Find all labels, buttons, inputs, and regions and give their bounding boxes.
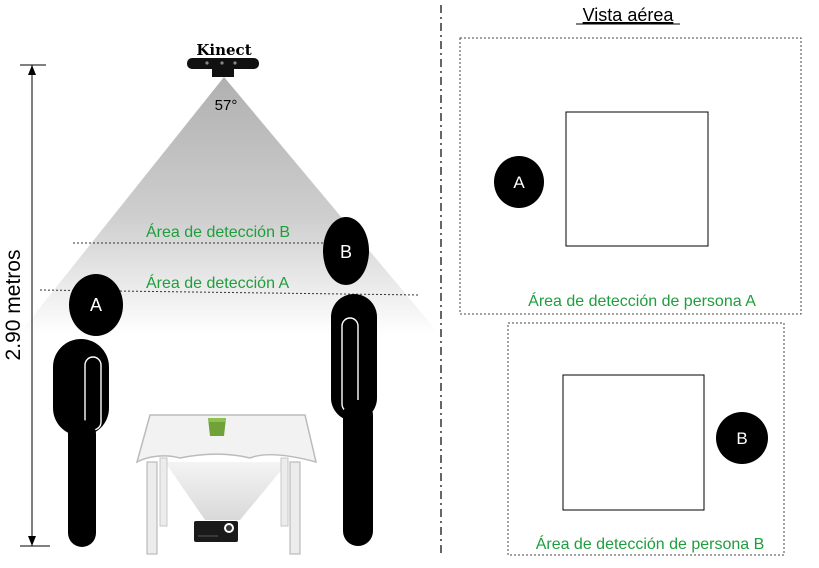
aerial-view-title: Vista aérea	[582, 5, 674, 25]
cup-icon	[208, 418, 226, 436]
aerial-table-b	[563, 375, 704, 510]
person-b-label: B	[339, 242, 353, 262]
sensor-label: Kinect	[196, 41, 252, 59]
height-label: 2.90 metros	[2, 249, 25, 361]
projector-icon	[194, 521, 238, 542]
person-a-label: A	[89, 295, 103, 315]
detection-area-b-label: Área de detección B	[146, 224, 291, 241]
aerial-table-a	[566, 112, 708, 246]
aerial-person-b-label: B	[736, 429, 748, 448]
aerial-person-a-label: A	[513, 173, 525, 192]
detection-area-a-label: Área de detección A	[146, 275, 290, 292]
aerial-caption-a: Área de detección de persona A	[528, 293, 756, 310]
angle-label: 57°	[214, 97, 238, 114]
projector-beam	[165, 462, 288, 520]
aerial-caption-b: Área de detección de persona B	[535, 536, 765, 553]
kinect-sensor-icon	[187, 58, 259, 77]
